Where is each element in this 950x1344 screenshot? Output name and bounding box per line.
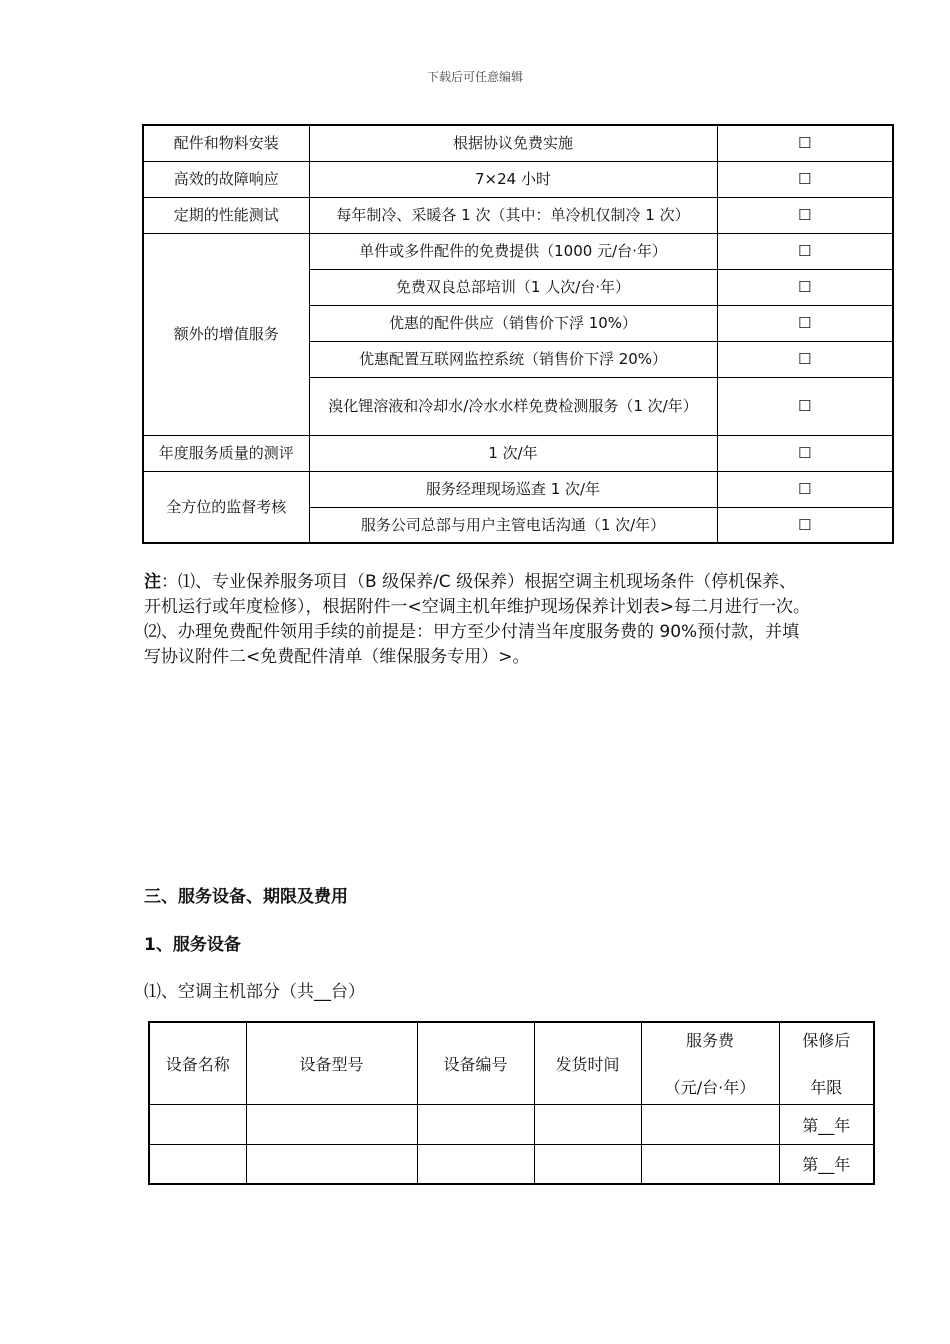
- table-row: [143, 233, 893, 269]
- table-row: [149, 1104, 874, 1144]
- table-row: [143, 435, 893, 471]
- section-title: 三、服务设备、期限及费用: [144, 887, 348, 907]
- service-category: 高效的故障响应: [143, 161, 309, 197]
- column-header-line: 服务费: [685, 1031, 734, 1051]
- note-paragraph: [144, 570, 812, 670]
- service-checkbox[interactable]: ☐: [717, 269, 893, 305]
- devices-table: [148, 1021, 875, 1185]
- ship-time-cell[interactable]: [534, 1104, 641, 1144]
- service-checkbox[interactable]: ☐: [717, 233, 893, 269]
- column-header: 设备型号: [246, 1022, 417, 1104]
- part-title: ⑴、空调主机部分（共__台）: [144, 982, 365, 1002]
- service-detail: 每年制冷、采暖各 1 次（其中：单冷机仅制冷 1 次）: [309, 197, 717, 233]
- service-category: 全方位的监督考核: [143, 471, 309, 543]
- table-header-row: [149, 1022, 874, 1104]
- service-detail: 根据协议免费实施: [309, 125, 717, 161]
- subsection-title: 1、服务设备: [144, 935, 241, 955]
- device-model-cell[interactable]: [246, 1104, 417, 1144]
- table-row: [143, 197, 893, 233]
- table-row: [143, 125, 893, 161]
- device-serial-cell[interactable]: [417, 1144, 534, 1184]
- service-detail: 溴化锂溶液和冷却水/冷水水样免费检测服务（1 次/年）: [309, 377, 717, 435]
- services-table: [142, 124, 894, 544]
- service-detail: 优惠的配件供应（销售价下浮 10%）: [309, 305, 717, 341]
- service-checkbox[interactable]: ☐: [717, 435, 893, 471]
- device-serial-cell[interactable]: [417, 1104, 534, 1144]
- table-row: [143, 161, 893, 197]
- service-detail: 免费双良总部培训（1 人次/台·年）: [309, 269, 717, 305]
- service-detail: 优惠配置互联网监控系统（销售价下浮 20%）: [309, 341, 717, 377]
- page-header: 下载后可任意编辑: [426, 70, 523, 84]
- service-checkbox[interactable]: ☐: [717, 471, 893, 507]
- service-detail: 服务公司总部与用户主管电话沟通（1 次/年）: [309, 507, 717, 543]
- column-header: [779, 1022, 874, 1104]
- column-header: 设备名称: [149, 1022, 246, 1104]
- service-category: 年度服务质量的测评: [143, 435, 309, 471]
- service-detail: 单件或多件配件的免费提供（1000 元/台·年）: [309, 233, 717, 269]
- service-checkbox[interactable]: ☐: [717, 305, 893, 341]
- service-detail: 7×24 小时: [309, 161, 717, 197]
- service-checkbox[interactable]: ☐: [717, 197, 893, 233]
- table-row: [143, 471, 893, 507]
- column-header: 发货时间: [534, 1022, 641, 1104]
- device-name-cell[interactable]: [149, 1104, 246, 1144]
- service-fee-cell[interactable]: [641, 1144, 779, 1184]
- column-header-line: 年限: [810, 1078, 843, 1098]
- column-header-line: 保修后: [802, 1031, 851, 1051]
- warranty-year-cell[interactable]: 第__年: [779, 1144, 874, 1184]
- service-fee-cell[interactable]: [641, 1104, 779, 1144]
- note-label: 注: [144, 572, 161, 592]
- device-model-cell[interactable]: [246, 1144, 417, 1184]
- column-header: [641, 1022, 779, 1104]
- service-detail: 服务经理现场巡查 1 次/年: [309, 471, 717, 507]
- service-checkbox[interactable]: ☐: [717, 125, 893, 161]
- column-header-line: （元/台·年）: [664, 1078, 756, 1098]
- service-category: 额外的增值服务: [143, 233, 309, 435]
- ship-time-cell[interactable]: [534, 1144, 641, 1184]
- device-name-cell[interactable]: [149, 1144, 246, 1184]
- service-category: 配件和物料安装: [143, 125, 309, 161]
- warranty-year-cell[interactable]: 第__年: [779, 1104, 874, 1144]
- table-row: [149, 1144, 874, 1184]
- service-checkbox[interactable]: ☐: [717, 507, 893, 543]
- note-text: ：⑴、专业保养服务项目（B 级保养/C 级保养）根据空调主机现场条件（停机保养、开机运行或年度检修），根据附件一<空调主机年维护现场保养计划表>每二月进行一次。⑵、办理免费配件领用手续的前提是：甲方至少付清当年度服务费的 90%预付款，并填写协议附件二<免费配件清单（维保服务专用）>。: [144, 572, 810, 667]
- service-checkbox[interactable]: ☐: [717, 377, 893, 435]
- service-category: 定期的性能测试: [143, 197, 309, 233]
- column-header: 设备编号: [417, 1022, 534, 1104]
- service-checkbox[interactable]: ☐: [717, 341, 893, 377]
- service-checkbox[interactable]: ☐: [717, 161, 893, 197]
- service-detail: 1 次/年: [309, 435, 717, 471]
